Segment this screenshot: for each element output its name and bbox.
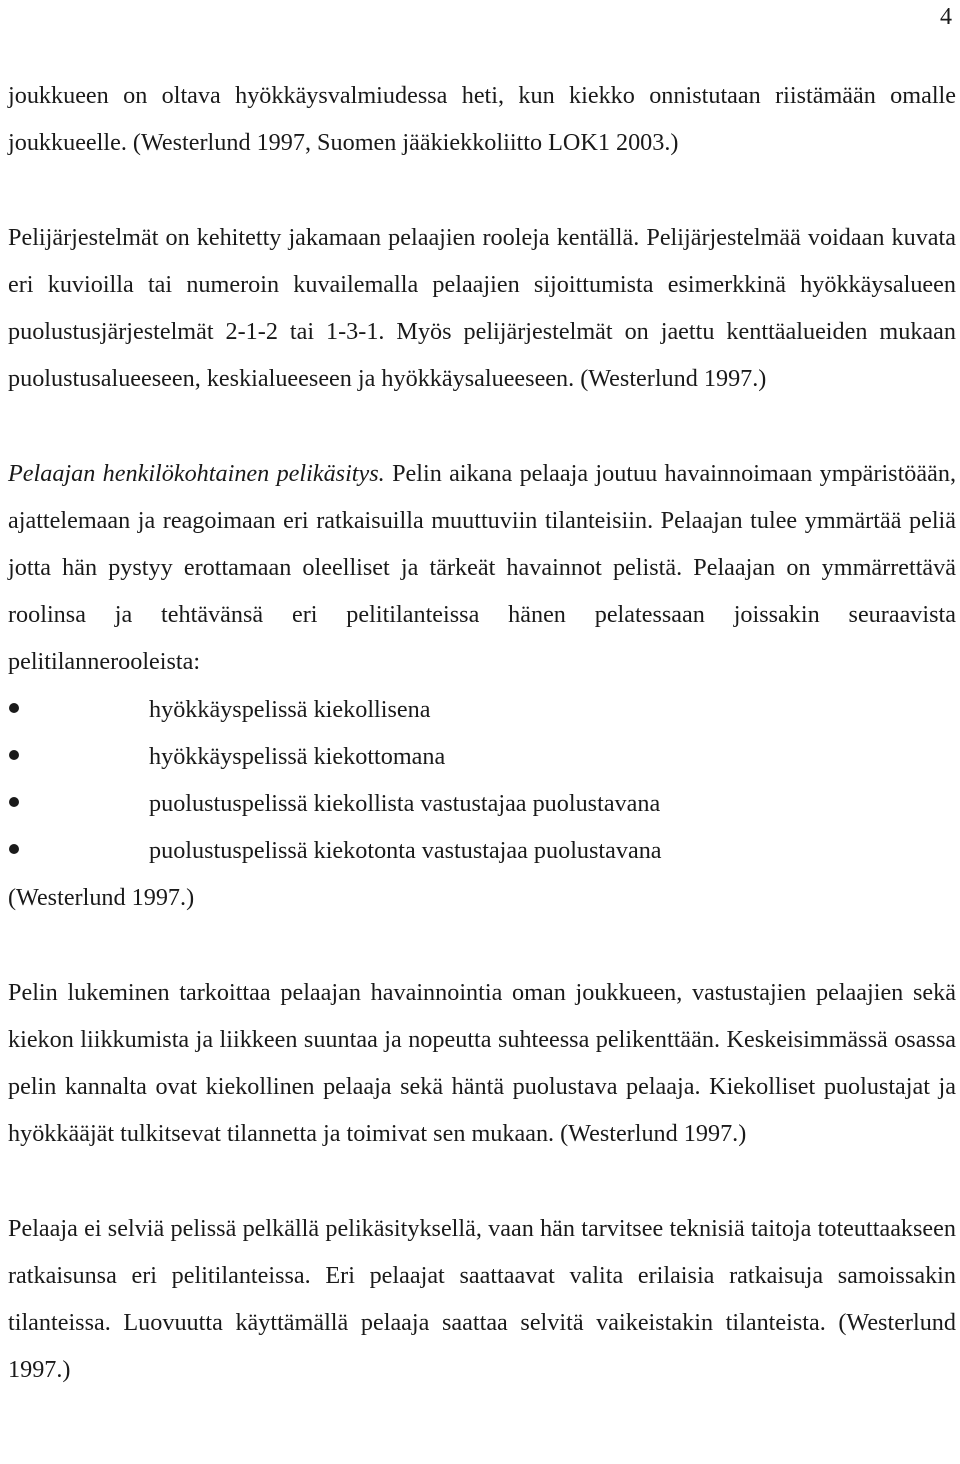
list-item [8,686,956,733]
list-item-text: puolustuspelissä kiekollista vastustajaa puolustavana [149,789,661,817]
bullet-icon [9,750,19,760]
paragraph-3-body: Pelin aikana pelaaja joutuu havainnoimaan ympäristöään, ajattelemaan ja reagoimaan eri ratkaisuilla muuttuviin tilanteisiin. Pelaajan tulee ymmärtää peliä jotta hän pystyy erottamaan oleelliset ja tärkeät havainnot pelistä. Pelaajan on ymmärrettävä roolinsa ja tehtävänsä eri pelitilanteissa hänen pelatessaan joissakin seuraavista pelitilannerooleista: [8,459,956,676]
list-item [8,733,956,780]
list-item [8,780,956,827]
bullet-icon [9,797,19,807]
list-item-text: puolustuspelissä kiekotonta vastustajaa puolustavana [149,837,662,865]
paragraph-gap [8,402,956,449]
list-citation: (Westerlund 1997.) [8,884,195,912]
paragraph-gap [8,922,956,969]
list-item [8,827,956,874]
document-body [8,72,956,1394]
list-item-text: hyökkäyspelissä kiekottomana [149,742,446,770]
paragraph-1: joukkueen on oltava hyökkäysvalmiudessa heti, kun kiekko onnistutaan riistämään omalle joukkueelle. (Westerlund 1997, Suomen jääkiekkoliitto LOK1 2003.) [8,82,956,157]
role-list [8,686,956,875]
section-heading: Pelaajan henkilökohtainen pelikäsitys. [8,459,385,487]
paragraph-3 [8,450,956,686]
paragraph-2: Pelijärjestelmät on kehitetty jakamaan pelaajien rooleja kentällä. Pelijärjestelmää voidaan kuvata eri kuvioilla tai numeroin kuvailemalla pelaajien sijoittumista esimerkkinä hyökkäysalueen puolustusjärjestelmät 2-1-2 tai 1-3-1. Myös pelijärjestelmät on jaettu kenttäalueiden mukaan puolustusalueeseen, keskialueeseen ja hyökkäysalueeseen. (Westerlund 1997.) [8,223,956,393]
paragraph-gap [8,166,956,213]
paragraph-5: Pelaaja ei selviä pelissä pelkällä pelikäsityksellä, vaan hän tarvitsee teknisiä taitoja toteuttaakseen ratkaisunsa eri pelitilanteissa. Eri pelaajat saattaavat valita erilaisia ratkaisuja samoissakin tilanteissa. Luovuutta käyttämällä pelaaja saattaa selvitä vaikeistakin tilanteista. (Westerlund 1997.) [8,1214,956,1384]
bullet-icon [9,703,19,713]
paragraph-gap [8,1158,956,1205]
paragraph-4: Pelin lukeminen tarkoittaa pelaajan havainnointia oman joukkueen, vastustajien pelaajien sekä kiekon liikkumista ja liikkeen suuntaa ja nopeutta suhteessa pelikenttään. Keskeisimmässä osassa pelin kannalta ovat kiekollinen pelaaja sekä häntä puolustava pelaaja. Kiekolliset puolustajat ja hyökkääjät tulkitsevat tilannetta ja toimivat sen mukaan. (Westerlund 1997.) [8,978,956,1148]
list-item-text: hyökkäyspelissä kiekollisena [149,695,431,723]
page-number: 4 [940,4,952,30]
bullet-icon [9,844,19,854]
